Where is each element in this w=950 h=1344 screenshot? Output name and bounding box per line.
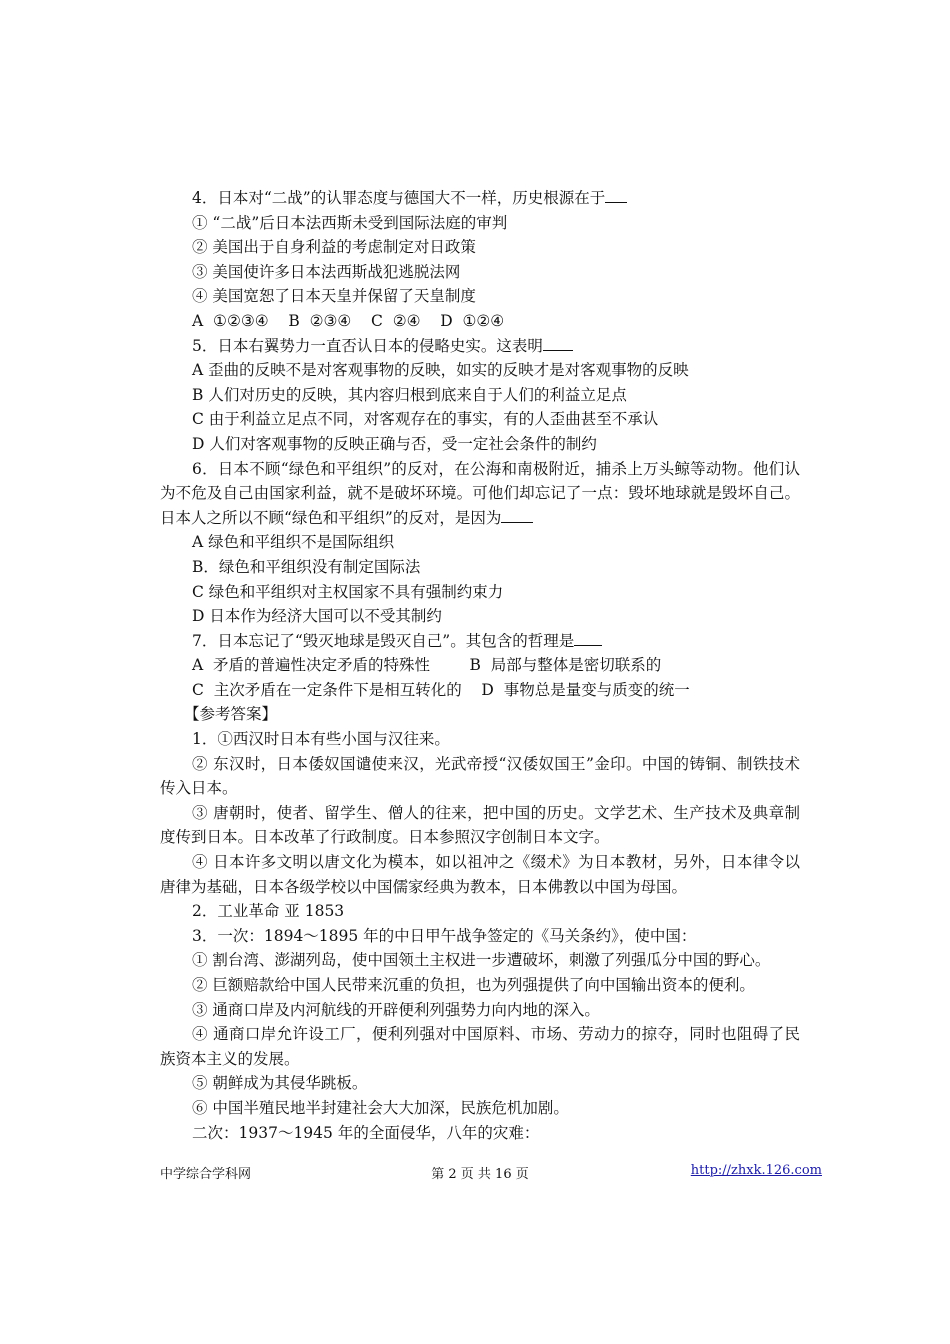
answer-line: 二次：1937～1945 年的全面侵华，八年的灾难： — [192, 1123, 540, 1142]
choice-line: A ①②③④ B ②③④ C ②④ D ①②④ — [192, 311, 505, 330]
option-line: ① “二战”后日本法西斯未受到国际法庭的审判 — [192, 213, 508, 232]
answer-paragraph: ④ 日本许多文明以唐文化为模本，如以祖冲之《缀术》为日本教材，另外，日本律令以唐律为基础，日本各级学校以中国儒家经典为教本，日本佛教以中国为母国。 — [160, 853, 800, 896]
footer-site-name: 中学综合学科网 — [160, 1167, 252, 1182]
answer-heading: 【参考答案】 — [184, 705, 278, 724]
answer-blank — [574, 631, 602, 646]
answer-blank — [605, 188, 627, 203]
answer-paragraph: ④ 通商口岸允许设工厂，便利列强对中国原料、市场、劳动力的掠夺，同时也阻碍了民族资本主义的发展。 — [160, 1025, 800, 1068]
question-stem: 4．日本对“二战”的认罪态度与德国大不一样，历史根源在于 — [192, 189, 606, 207]
option-line: D 日本作为经济大国可以不受其制约 — [192, 607, 442, 626]
option-line: ③ 美国使许多日本法西斯战犯逃脱法网 — [192, 262, 461, 281]
answer-line: ⑥ 中国半殖民地半封建社会大大加深，民族危机加剧。 — [192, 1098, 569, 1117]
option-line: C 绿色和平组织对主权国家不具有强制约束力 — [192, 582, 504, 601]
answer-blank — [543, 336, 573, 351]
answer-line: 2．工业革命 亚 1853 — [192, 902, 345, 921]
question-4 — [160, 186, 800, 211]
document-body — [160, 186, 800, 1145]
answer-line: ① 割台湾、澎湖列岛，使中国领土主权进一步遭破坏，刺激了列强瓜分中国的野心。 — [192, 951, 771, 970]
option-line: B 人们对历史的反映，其内容归根到底来自于人们的利益立足点 — [192, 385, 627, 404]
answer-paragraph: ② 东汉时，日本倭奴国谴使来汉，光武帝授“汉倭奴国王”金印。中国的铸铜、制铁技术传入日本。 — [160, 754, 800, 798]
answer-line: ② 巨额赔款给中国人民带来沉重的负担，也为列强提供了向中国输出资本的便利。 — [192, 976, 755, 994]
option-line: ② 美国出于自身利益的考虑制定对日政策 — [192, 238, 476, 257]
option-line: D 人们对客观事物的反映正确与否，受一定社会条件的制约 — [192, 434, 597, 453]
option-line: A 歪曲的反映不是对客观事物的反映，如实的反映才是对客观事物的反映 — [192, 361, 689, 380]
question-stem: 6．日本不顾“绿色和平组织”的反对，在公海和南极附近，捕杀上万头鲸等动物。他们认为不危及自己由国家利益，就不是破坏环境。可他们却忘记了一点：毁坏地球就是毁坏自己。日本人之所以不顾“绿色和平组织”的反对，是因为 — [160, 459, 800, 527]
answer-line: 3．一次：1894～1895 年的中日甲午战争签定的《马关条约》，使中国： — [192, 926, 697, 945]
answer-line: ⑤ 朝鲜成为其侵华跳板。 — [192, 1074, 368, 1093]
question-stem: 7．日本忘记了“毁灭地球是毁灭自己”。其包含的哲理是 — [192, 631, 575, 650]
option-line: A 绿色和平组织不是国际组织 — [192, 533, 395, 552]
answer-blank — [501, 508, 533, 523]
option-line: A 矛盾的普遍性决定矛盾的特殊性 B 局部与整体是密切联系的 — [192, 656, 662, 675]
answer-line: ③ 通商口岸及内河航线的开辟便利列强势力向内地的深入。 — [192, 1000, 600, 1019]
option-line: B．绿色和平组织没有制定国际法 — [192, 557, 421, 576]
question-5 — [160, 334, 800, 359]
option-line: C 主次矛盾在一定条件下是相互转化的 D 事物总是量变与质变的统一 — [192, 680, 690, 699]
question-stem: 5．日本右翼势力一直否认日本的侵略史实。这表明 — [192, 336, 543, 355]
option-line: ④ 美国宽恕了日本天皇并保留了天皇制度 — [192, 287, 476, 306]
answer-paragraph: ③ 唐朝时，使者、留学生、僧人的往来，把中国的历史。文学艺术、生产技术及典章制度传到日本。日本改革了行政制度。日本参照汉字创制日本文字。 — [160, 803, 800, 847]
footer-page-number: 第 2 页 共 16 页 — [431, 1167, 529, 1182]
question-6 — [160, 457, 800, 531]
question-7 — [160, 629, 800, 654]
option-line: C 由于利益立足点不同，对客观存在的事实，有的人歪曲甚至不承认 — [192, 410, 659, 429]
answer-line: 1．①西汉时日本有些小国与汉往来。 — [192, 730, 450, 749]
page-footer — [160, 1163, 822, 1183]
footer-url-link[interactable]: http://zhxk.126.com — [690, 1163, 822, 1178]
